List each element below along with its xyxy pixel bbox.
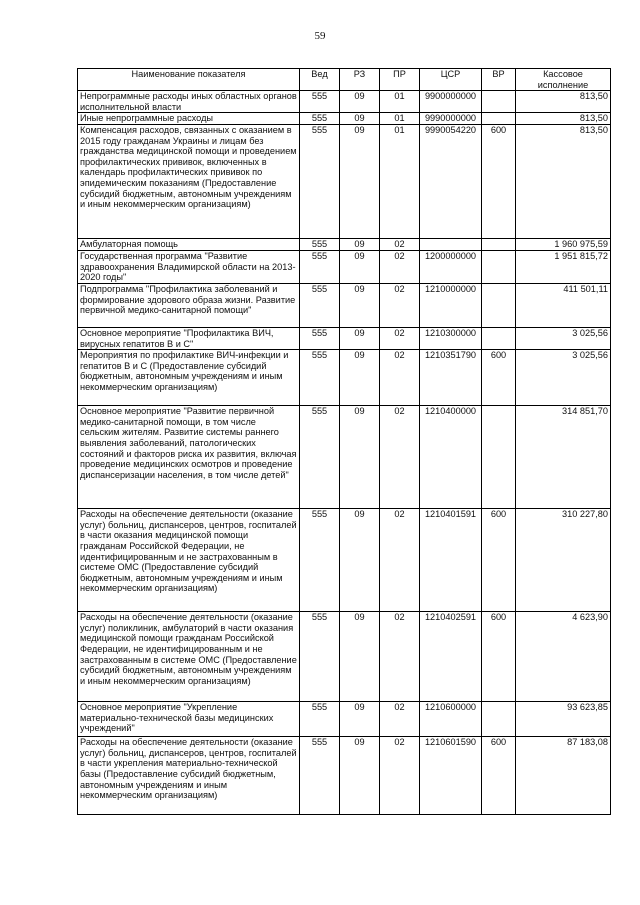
- header-csr: ЦСР: [420, 69, 482, 91]
- row-vr: [482, 238, 516, 250]
- row-csr: 1210400000: [420, 406, 482, 509]
- header-vr: ВР: [482, 69, 516, 91]
- row-vr: [482, 283, 516, 327]
- row-ved: 555: [300, 737, 340, 815]
- row-rz: 09: [340, 702, 380, 737]
- row-ved: 555: [300, 91, 340, 113]
- row-name: Основное мероприятие "Профилактика ВИЧ, вирусных гепатитов В и С": [78, 327, 300, 349]
- row-ved: 555: [300, 327, 340, 349]
- row-amount: 813,50: [516, 113, 611, 125]
- row-amount: 3 025,56: [516, 350, 611, 406]
- row-pr: 02: [380, 238, 420, 250]
- row-amount: 310 227,80: [516, 509, 611, 612]
- row-vr: 600: [482, 612, 516, 702]
- row-csr: 9900000000: [420, 91, 482, 113]
- row-amount: 411 501,11: [516, 283, 611, 327]
- row-pr: 01: [380, 124, 420, 238]
- row-rz: 09: [340, 238, 380, 250]
- row-name: Основное мероприятие "Укрепление материально-технической базы медицинских учреждений": [78, 702, 300, 737]
- row-csr: 1210600000: [420, 702, 482, 737]
- header-indicator-name: Наименование показателя: [78, 69, 300, 91]
- table-row: [78, 350, 611, 406]
- row-rz: 09: [340, 250, 380, 283]
- table-row: [78, 612, 611, 702]
- row-name: Расходы на обеспечение деятельности (оказание услуг) больниц, диспансеров, центров, госпиталей в части оказания медицинской помощи гражданам Российской Федерации, не идентифицированным и не застрахованным в системе ОМС (Предоставление субсидий бюджетным, автономным учреждениям и иным некоммерческим организациям): [78, 509, 300, 612]
- table-row: [78, 406, 611, 509]
- row-pr: 02: [380, 612, 420, 702]
- table-row: [78, 250, 611, 283]
- row-amount: 4 623,90: [516, 612, 611, 702]
- row-amount: 3 025,56: [516, 327, 611, 349]
- row-name: Подпрограмма "Профилактика заболеваний и формирование здорового образа жизни. Развитие первичной медико-санитарной помощи": [78, 283, 300, 327]
- row-pr: 02: [380, 283, 420, 327]
- table-row: [78, 124, 611, 238]
- row-amount: 1 951 815,72: [516, 250, 611, 283]
- row-rz: 09: [340, 283, 380, 327]
- row-vr: 600: [482, 737, 516, 815]
- row-name: Основное мероприятие "Развитие первичной медико-санитарной помощи, в том числе сельским жителям. Развитие системы раннего выявления заболеваний, патологических состояний и факторов риска их развития, включая проведение медицинских осмотров и проведение диспансеризации населения, в том числе детей": [78, 406, 300, 509]
- row-csr: 9990000000: [420, 113, 482, 125]
- row-csr: 1210000000: [420, 283, 482, 327]
- row-csr: 1210401591: [420, 509, 482, 612]
- table-row: [78, 737, 611, 815]
- row-pr: 02: [380, 509, 420, 612]
- row-vr: [482, 250, 516, 283]
- row-csr: [420, 238, 482, 250]
- row-csr: 1210402591: [420, 612, 482, 702]
- row-rz: 09: [340, 406, 380, 509]
- budget-execution-table: [77, 68, 611, 815]
- row-pr: 02: [380, 737, 420, 815]
- table-row: [78, 509, 611, 612]
- table-row: [78, 113, 611, 125]
- row-vr: [482, 702, 516, 737]
- row-pr: 02: [380, 327, 420, 349]
- row-vr: [482, 113, 516, 125]
- row-pr: 01: [380, 113, 420, 125]
- row-rz: 09: [340, 124, 380, 238]
- row-rz: 09: [340, 737, 380, 815]
- row-vr: 600: [482, 124, 516, 238]
- header-ved: Вед: [300, 69, 340, 91]
- row-name: Иные непрограммные расходы: [78, 113, 300, 125]
- table-row: [78, 702, 611, 737]
- page-number: 59: [314, 30, 326, 42]
- row-vr: [482, 91, 516, 113]
- row-ved: 555: [300, 612, 340, 702]
- row-vr: 600: [482, 509, 516, 612]
- row-ved: 555: [300, 124, 340, 238]
- row-ved: 555: [300, 283, 340, 327]
- row-amount: 813,50: [516, 124, 611, 238]
- row-csr: 9990054220: [420, 124, 482, 238]
- row-rz: 09: [340, 350, 380, 406]
- row-name: Компенсация расходов, связанных с оказанием в 2015 году гражданам Украины и лицам без гражданства медицинской помощи и проведением профилактических прививок, включенных в календарь профилактических прививок по эпидемическим показаниям (Предоставление субсидий бюджетным, автономным учреждениям и иным некоммерческим организациям): [78, 124, 300, 238]
- row-rz: 09: [340, 327, 380, 349]
- row-amount: 1 960 975,59: [516, 238, 611, 250]
- row-pr: 01: [380, 91, 420, 113]
- row-pr: 02: [380, 702, 420, 737]
- row-amount: 93 623,85: [516, 702, 611, 737]
- row-name: Государственная программа "Развитие здравоохранения Владимирской области на 2013-2020 годы": [78, 250, 300, 283]
- row-name: Расходы на обеспечение деятельности (оказание услуг) поликлиник, амбулаторий в части оказания медицинской помощи гражданам Российской Федерации, не идентифицированным и не застрахованным в системе ОМС (Предоставление субсидий бюджетным, автономным учреждениям и иным некоммерческим организациям): [78, 612, 300, 702]
- row-pr: 02: [380, 250, 420, 283]
- table-row: [78, 238, 611, 250]
- row-name: Расходы на обеспечение деятельности (оказание услуг) больниц, диспансеров, центров, госпиталей в части укрепления материально-технической базы (Предоставление субсидий бюджетным, автономным учреждениям и иным некоммерческим организациям): [78, 737, 300, 815]
- row-pr: 02: [380, 406, 420, 509]
- row-rz: 09: [340, 113, 380, 125]
- row-ved: 555: [300, 406, 340, 509]
- header-cash-execution: Кассовое исполнение: [516, 69, 611, 91]
- row-csr: 1210300000: [420, 327, 482, 349]
- row-name: Непрограммные расходы иных областных органов исполнительной власти: [78, 91, 300, 113]
- row-csr: 1200000000: [420, 250, 482, 283]
- row-csr: 1210351790: [420, 350, 482, 406]
- table-header-row: [78, 69, 611, 91]
- row-amount: 314 851,70: [516, 406, 611, 509]
- row-rz: 09: [340, 509, 380, 612]
- row-ved: 555: [300, 113, 340, 125]
- table-row: [78, 91, 611, 113]
- table-row: [78, 283, 611, 327]
- row-ved: 555: [300, 509, 340, 612]
- table-row: [78, 327, 611, 349]
- header-rz: РЗ: [340, 69, 380, 91]
- row-ved: 555: [300, 350, 340, 406]
- row-ved: 555: [300, 238, 340, 250]
- row-rz: 09: [340, 91, 380, 113]
- header-pr: ПР: [380, 69, 420, 91]
- row-vr: 600: [482, 350, 516, 406]
- row-rz: 09: [340, 612, 380, 702]
- row-name: Амбулаторная помощь: [78, 238, 300, 250]
- row-ved: 555: [300, 250, 340, 283]
- row-amount: 813,50: [516, 91, 611, 113]
- row-vr: [482, 406, 516, 509]
- row-ved: 555: [300, 702, 340, 737]
- row-name: Мероприятия по профилактике ВИЧ-инфекции и гепатитов В и С (Предоставление субсидий бюджетным, автономным учреждениям и иным некоммерческим организациям): [78, 350, 300, 406]
- row-csr: 1210601590: [420, 737, 482, 815]
- row-vr: [482, 327, 516, 349]
- row-amount: 87 183,08: [516, 737, 611, 815]
- row-pr: 02: [380, 350, 420, 406]
